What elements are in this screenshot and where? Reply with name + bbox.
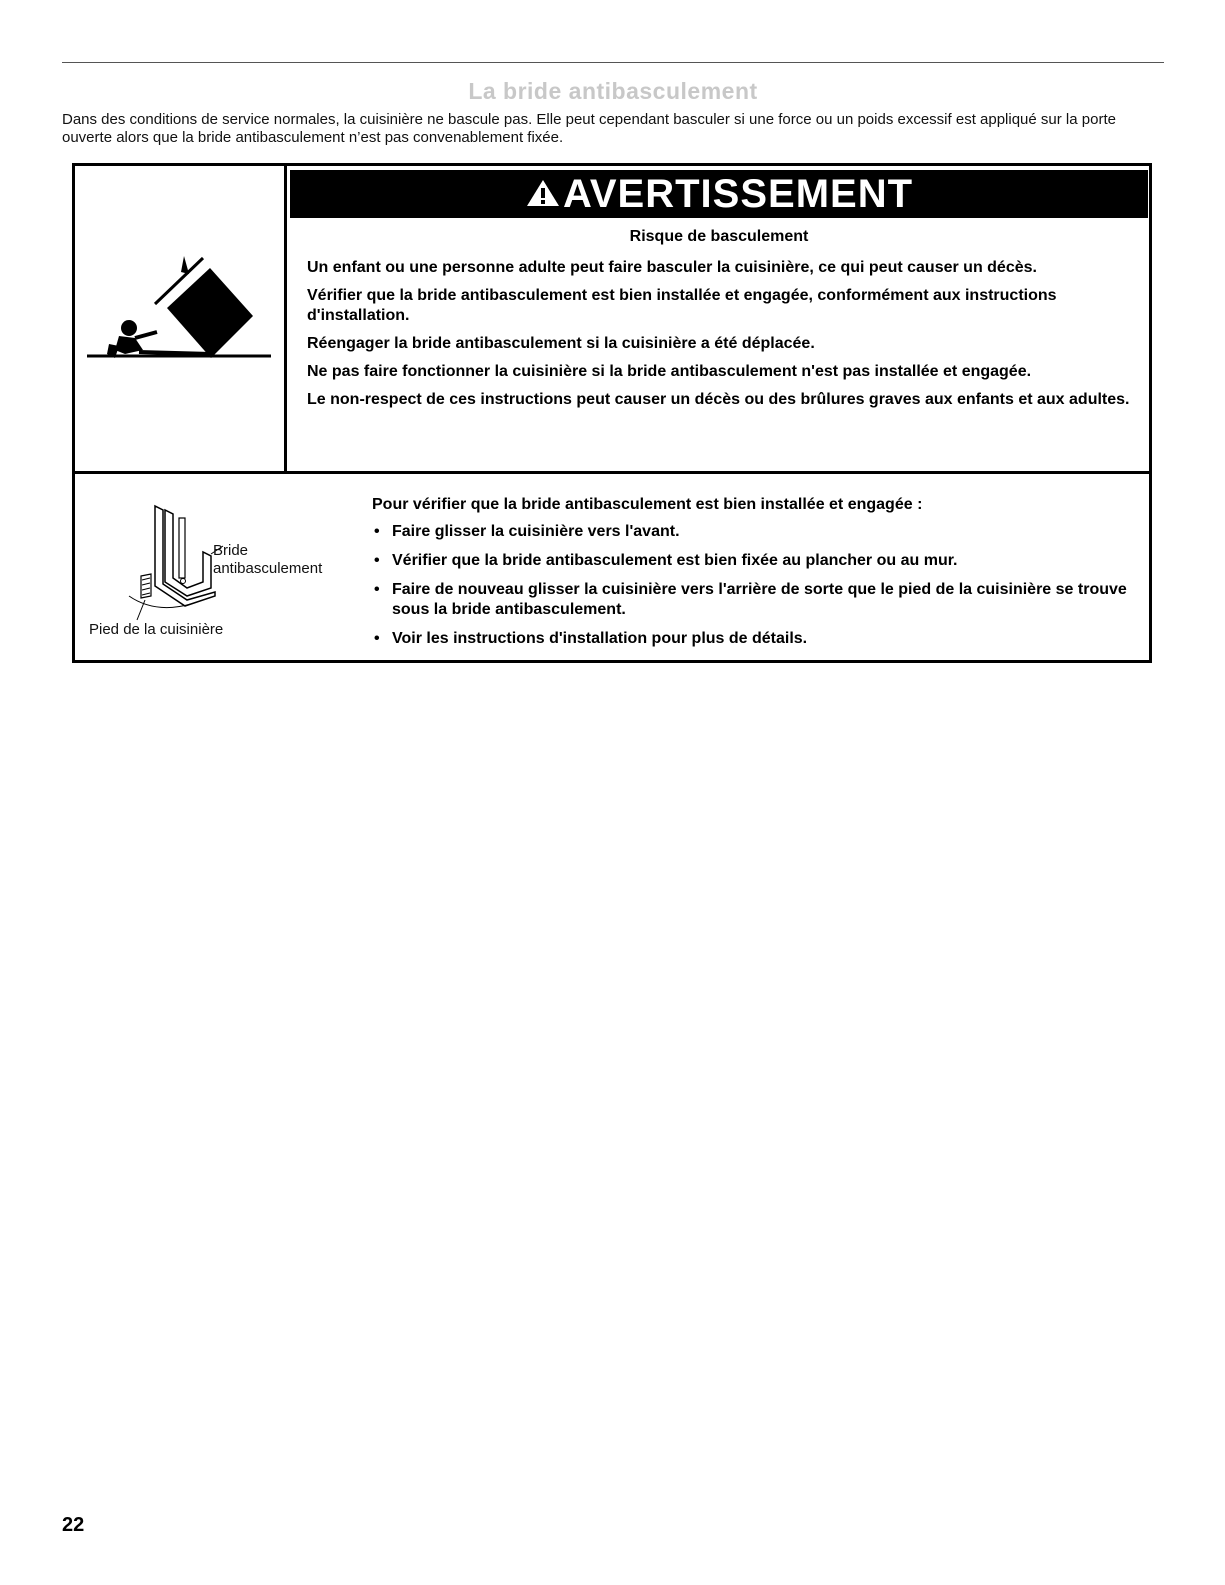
warning-paragraph: Vérifier que la bride antibasculement est bien installée et engagée, conformément aux instructions d'installation. — [307, 287, 1057, 324]
list-item-text: Voir les instructions d'installation pour plus de détails. — [392, 630, 808, 647]
bullet-icon: • — [374, 523, 380, 540]
range-foot-label: Pied de la cuisinière — [89, 621, 224, 638]
warning-body — [307, 258, 1137, 418]
list-item-text: Faire de nouveau glisser la cuisinière vers l'arrière de sorte que le pied de la cuisinière se trouve sous la bride antibasculement. — [392, 581, 1127, 618]
anti-tip-bracket-illustration — [115, 496, 225, 621]
list-item-text: Vérifier que la bride antibasculement est bien fixée au plancher ou au mur. — [392, 552, 958, 569]
warning-header-text: AVERTISSEMENT — [562, 172, 914, 216]
warning-triangle-icon — [525, 178, 561, 208]
warning-header — [290, 170, 1148, 218]
bracket-label: Bride antibasculement — [213, 542, 323, 577]
warning-paragraph: Un enfant ou une personne adulte peut faire basculer la cuisinière, ce qui peut causer un décès. — [307, 259, 1037, 276]
section-title: La bride antibasculement — [468, 78, 758, 104]
check-title: Pour vérifier que la bride antibasculement est bien installée et engagée : — [372, 496, 923, 513]
warning-paragraph: Le non-respect de ces instructions peut causer un décès ou des brûlures graves aux enfants et aux adultes. — [307, 391, 1130, 408]
risk-title: Risque de basculement — [629, 228, 809, 245]
divider — [75, 471, 1149, 474]
intro-paragraph: Dans des conditions de service normales, la cuisinière ne bascule pas. Elle peut cependant basculer si une force ou un poids excessif est appliqué sur la porte ouverte alors que la bride antibasculement n’est pas convenablement fixée. — [62, 111, 1116, 146]
list-item — [372, 522, 1142, 542]
bullet-icon: • — [374, 552, 380, 569]
bullet-icon: • — [374, 630, 380, 647]
range-tip-over-illustration — [85, 250, 275, 360]
check-list — [372, 522, 1142, 658]
top-rule — [62, 62, 1164, 63]
list-item — [372, 580, 1142, 620]
warning-paragraph: Ne pas faire fonctionner la cuisinière si la bride antibasculement n'est pas installée et engagée. — [307, 363, 1032, 380]
list-item — [372, 551, 1142, 571]
warning-paragraph: Réengager la bride antibasculement si la cuisinière a été déplacée. — [307, 335, 815, 352]
warning-box — [72, 163, 1152, 663]
warning-illustration-panel — [75, 166, 287, 474]
list-item — [372, 629, 1142, 649]
bullet-icon: • — [374, 581, 380, 598]
page-number: 22 — [62, 1514, 85, 1536]
list-item-text: Faire glisser la cuisinière vers l'avant. — [392, 523, 680, 540]
